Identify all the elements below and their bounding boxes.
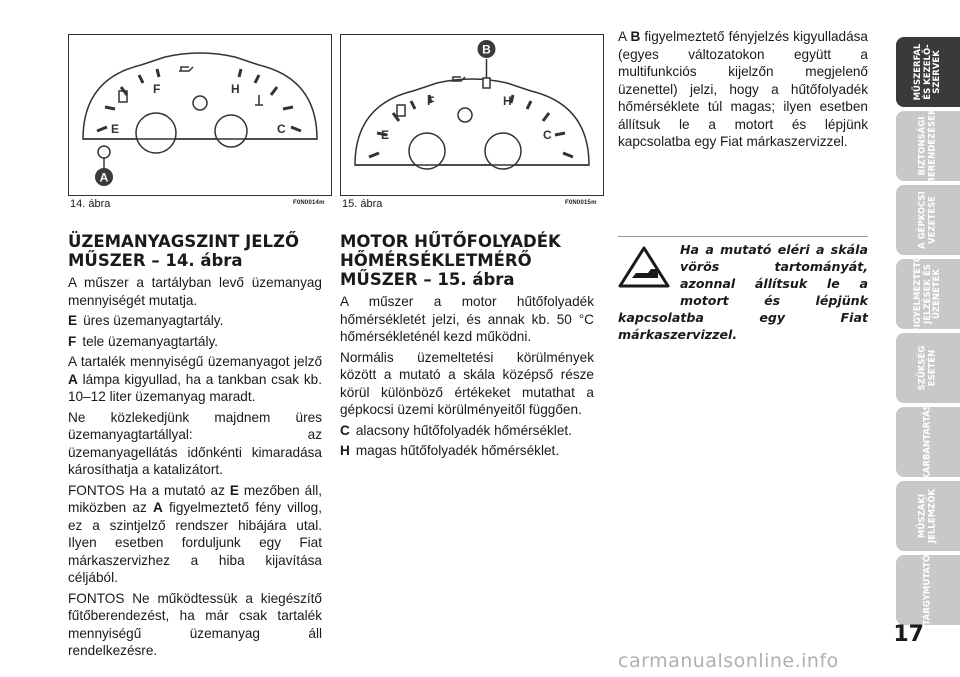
fuel-section-body [68, 274, 322, 663]
tab-label: BIZTONSÁGI BERENDEZÉSEK [917, 108, 937, 184]
text-run: mezőben áll, miközben az [68, 482, 323, 515]
coolant-b-paragraph [618, 28, 868, 151]
text-run: A [618, 29, 627, 44]
fuel-section-heading: ÜZEMANYAGSZINT JELZŐ MŰSZER – 14. ábra [68, 232, 300, 270]
watermark: carmanualsonline.info [618, 650, 839, 672]
coolant-intro: A műszer a motor hűtőfolyadék hőmérsékletét jelzi, és annak kb. 50 °C hőmérsékleténél kezd működni. [340, 294, 594, 344]
def-text: üres üzemanyagtartály. [83, 313, 224, 328]
coolant-warning-light-text [618, 28, 868, 154]
tab-label: KARBANTARTÁS [922, 404, 933, 480]
warning-box [618, 236, 868, 343]
gauge-label-f: F [153, 82, 161, 96]
tab-label: SZÜKSÉG ESETÉN [917, 345, 937, 391]
def-key: C [340, 422, 350, 438]
text-run: figyelmeztető fény villog, ez a szintjelző rendszer hibájára utal. Ilyen esetben forduljunk egy Fiat márkaszervizhez a hiba kijavítása céljából. [68, 500, 323, 585]
overheat-lamp-b [483, 78, 490, 88]
gauge-label-h: H [503, 94, 512, 108]
gauge-label-h: H [231, 82, 240, 96]
coolant-section-heading: MOTOR HŰTŐFOLYADÉK HŐMÉRSÉKLETMÉRŐ MŰSZER – 15. ábra [340, 232, 561, 289]
gauge-label-e: E [111, 122, 120, 136]
gauge-label-c: C [277, 122, 286, 136]
reserve-lamp-a [98, 146, 110, 158]
gauge-label-e: E [381, 128, 390, 142]
fuel-reserve-paragraph [68, 353, 322, 406]
fuel-intro: A műszer a tartályban levő üzemanyag mennyiségét mutatja. [68, 275, 322, 308]
def-text: magas hűtőfolyadék hőmérséklet. [355, 443, 560, 458]
warning-text: Ha a mutató eléri a skála vörös tartományát, azonnal állítsuk le a motort és lépjünk kapcsolatba egy Fiat márkaszervizzel. [618, 242, 868, 342]
tab-maintenance[interactable] [896, 404, 960, 480]
coolant-def-c [340, 422, 594, 440]
gauge-label-f: F [427, 94, 435, 108]
page-number: 17 [893, 622, 924, 647]
warning-triangle-icon [618, 245, 670, 289]
figure-14-caption: 14. ábra [70, 198, 111, 210]
fuel-gauge-illustration [69, 35, 331, 195]
ref-key: A [68, 371, 78, 387]
def-text: alacsony hűtőfolyadék hőmérséklet. [355, 422, 572, 438]
gauge-label-c: C [543, 128, 552, 142]
def-key: H [340, 443, 350, 458]
text-run: lámpa kigyullad, ha a tankban csak kb. 10–12 liter üzemanyag maradt. [68, 371, 322, 404]
tab-label: FIGYELMEZTETŐ JELZÉSEK ÉS ÜZENETEK [912, 254, 942, 334]
tab-emergency[interactable] [896, 333, 960, 403]
def-key: F [68, 333, 77, 349]
ref-key: E [229, 482, 239, 498]
figure-15 [340, 34, 604, 196]
callout-a-label: A [99, 170, 109, 185]
tab-driving[interactable] [896, 185, 960, 255]
figure-14 [68, 34, 332, 196]
def-text: tele üzemanyagtartály. [82, 333, 219, 349]
tab-label: MŰSZAKI JELLEMZŐK [917, 488, 937, 544]
text-run: FONTOS Ha a mutató az [68, 482, 225, 498]
figure-15-caption: 15. ábra [342, 198, 383, 210]
fuel-def-f [68, 333, 322, 351]
tab-label: A GÉPKOCSI VEZETÉSE [917, 191, 937, 249]
coolant-section-body [340, 293, 594, 463]
tab-safety[interactable] [896, 108, 960, 184]
ref-key: B [630, 29, 641, 44]
fuel-important-2: FONTOS Ne működtessük a kiegészítő fűtőberendezést, ha már csak tartalék mennyiségű üzemanyag áll rendelkezésre. [68, 590, 322, 658]
fuel-important-1 [68, 482, 322, 587]
def-key: E [68, 313, 78, 328]
ref-key: A [152, 500, 163, 515]
coolant-normal: Normális üzemeltetési körülmények között a mutató a skála középső része körül különböző értékeket mutathat a gépkocsi üzemi körülményeitől függően. [340, 349, 594, 417]
tab-warnings[interactable] [896, 254, 960, 334]
fuel-caution-paragraph: Ne közlekedjünk majdnem üres üzemanyagtartállyal: az üzemanyagellátás időnkénti kimaradása károsíthatja a katalizátort. [68, 409, 322, 477]
coolant-def-h [340, 442, 594, 460]
text-run: figyelmeztető fényjelzés kigyulladása (egyes változatokon együtt a multifunkciós kijelzőn megjelenő üzenettel) jelzi, hogy a hűtőfolyadék hőmérséklete túl magas; ilyen esetben állítsuk le a motort és lépjünk kapcsolatba egy Fiat márkaszervizzel. [618, 29, 868, 149]
text-run: A tartalék mennyiségű üzemanyagot jelző [68, 354, 322, 369]
figure-14-code: F0N0014m [293, 200, 325, 206]
coolant-gauge-illustration [341, 35, 603, 195]
tab-instrument-panel[interactable] [896, 37, 960, 107]
tab-specifications[interactable] [896, 481, 960, 551]
figure-15-code: F0N0015m [565, 200, 597, 206]
fuel-def-e [68, 312, 322, 330]
callout-b-label: B [482, 42, 491, 57]
tab-label: MŰSZERFAL ÉS KEZELŐ- SZERVEK [912, 43, 942, 101]
tab-label: TÁRGYMUTATÓ [922, 554, 933, 626]
tab-index[interactable] [896, 555, 960, 625]
